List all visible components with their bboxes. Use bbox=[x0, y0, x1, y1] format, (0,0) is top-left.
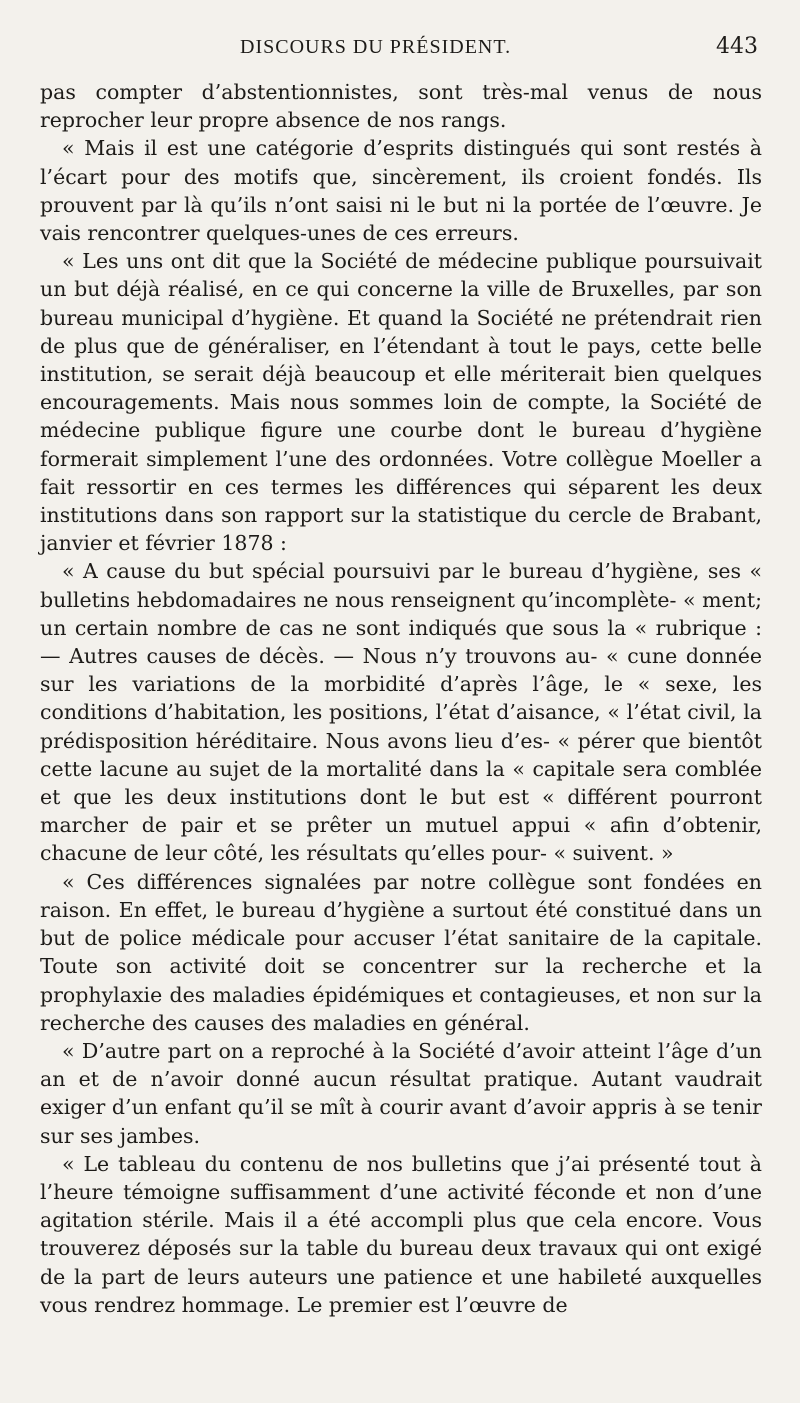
page-number: 443 bbox=[716, 34, 758, 59]
body-text bbox=[40, 78, 762, 1319]
paragraph: « Ces différences signalées par notre collègue sont fondées en raison. En effet, le bureau d’hygiène a surtout été constitué dans un but de police médicale pour accuser l’état sanitaire de la capitale. Toute son activité doit se concentrer sur la recherche et la prophylaxie des maladies épidémiques et contagieuses, et non sur la recherche des causes des maladies en général. bbox=[40, 869, 762, 1035]
paragraph: « Le tableau du contenu de nos bulletins que j’ai présenté tout à l’heure témoigne suffisamment d’une activité féconde et non d’une agitation stérile. Mais il a été accompli plus que cela encore. Vous trouverez déposés sur la table du bureau deux travaux qui ont exigé de la part de leurs auteurs une patience et une habileté auxquelles vous rendrez hommage. Le premier est l’œuvre de bbox=[40, 1151, 762, 1317]
running-head bbox=[40, 34, 762, 78]
paragraph: « Les uns ont dit que la Société de médecine publique poursuivait un but déjà réalisé, en ce qui concerne la ville de Bruxelles, par son bureau municipal d’hygiène. Et quand la Société ne prétendrait rien de plus que de généraliser, en l’étendant à tout le pays, cette belle institution, se serait déjà beaucoup et elle mériterait bien quelques encouragements. Mais nous sommes loin de compte, la Société de médecine publique figure une courbe dont le bureau d’hygiène formerait simplement l’une des ordonnées. Votre collègue Moeller a fait ressortir en ces termes les différences qui séparent les deux institutions dans son rapport sur la statistique du cercle de Brabant, janvier et février 1878 : bbox=[40, 249, 762, 556]
paragraph: « D’autre part on a reproché à la Société d’avoir atteint l’âge d’un an et de n’avoir donné aucun résultat pratique. Autant vaudrait exiger d’un enfant qu’il se mît à courir avant d’avoir appris à se tenir sur ses jambes. bbox=[40, 1038, 762, 1148]
quoted-passage: « A cause du but spécial poursuivi par le bureau d’hygiène, ses « bulletins hebdomadaires ne nous renseignent qu’incomplète- « ment; un certain nombre de cas ne sont indiqués que sous la « rubrique : — Autres causes de décès. — Nous n’y trouvons au- « cune donnée sur les variations de la morbidité d’après l’âge, le « sexe, les conditions d’habitation, les positions, l’état d’aisance, « l’état civil, la prédisposition héréditaire. Nous avons lieu d’es- « pérer que bientôt cette lacune au sujet de la mortalité dans la « capitale sera comblée et que les deux institutions dont le but est « différent pourront marcher de pair et se prêter un mutuel appui « afin d’obtenir, chacune de leur côté, les résultats qu’elles pour- « suivent. » bbox=[40, 559, 762, 866]
paragraph: « Mais il est une catégorie d’esprits distingués qui sont restés à l’écart pour des motifs que, sincèrement, ils croient fondés. Ils prouvent par là qu’ils n’ont saisi ni le but ni la portée de l’œuvre. Je vais rencontrer quelques-unes de ces erreurs. bbox=[40, 136, 762, 246]
running-title: DISCOURS DU PRÉSIDENT. bbox=[240, 36, 512, 58]
paragraph-continuation: pas compter d’abstentionnistes, sont très-mal venus de nous reprocher leur propre absence de nos rangs. bbox=[40, 80, 762, 133]
